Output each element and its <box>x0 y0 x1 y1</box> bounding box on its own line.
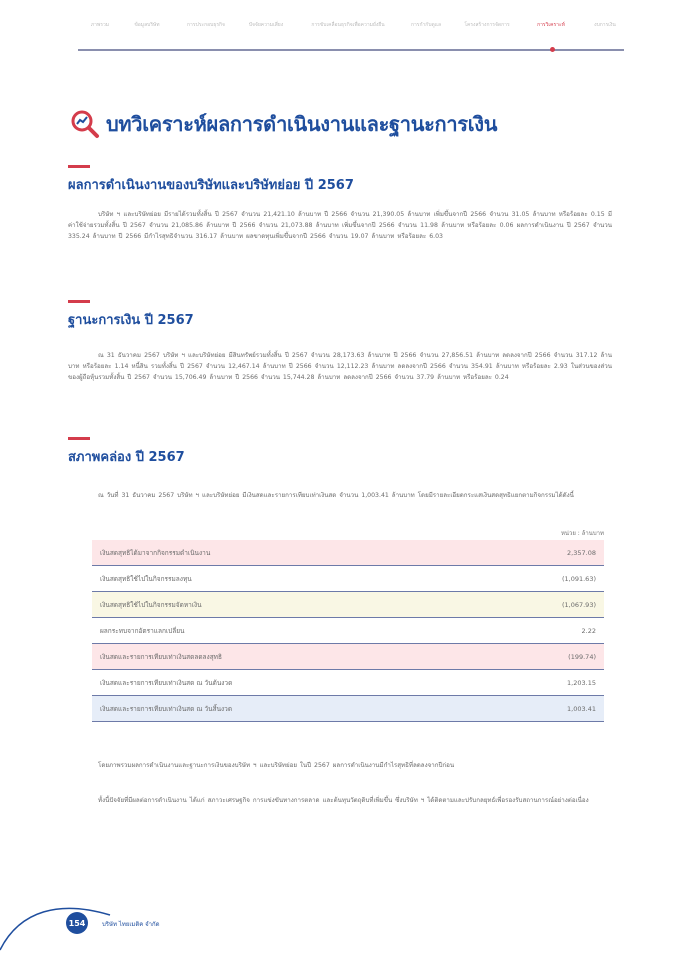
nav-item[interactable]: การกำกับดูแล <box>410 22 442 28</box>
nav-item[interactable]: การขับเคลื่อนธุรกิจเพื่อความยั่งยืน <box>311 22 385 28</box>
row-label: เงินสดและรายการเทียบเท่าเงินสด ณ วันต้นงวด <box>100 678 233 687</box>
page-title <box>70 108 497 140</box>
row-value: 2.22 <box>581 626 596 635</box>
section-heading-text: ผลการดำเนินงานของบริษัทและบริษัทย่อย ปี 2567 <box>68 178 354 193</box>
row-value: 2,357.08 <box>567 548 596 557</box>
nav-item[interactable]: ข้อมูลบริษัท <box>134 22 160 28</box>
section-heading-financial-position <box>68 300 194 330</box>
table-row <box>92 670 604 696</box>
nav-rule <box>78 49 624 51</box>
section-heading-liquidity <box>68 437 185 467</box>
closing-paragraph-2: ทั้งนี้ปัจจัยที่มีผลต่อการดำเนินงาน ได้แก่ สภาวะเศรษฐกิจ การแข่งขันทางการตลาด และต้นทุนวัตถุดิบที่เพิ่มขึ้น ซึ่งบริษัท ฯ ได้ติดตามและปรับกลยุทธ์เพื่อรองรับสถานการณ์อย่างต่อเนื่อง <box>98 797 589 804</box>
closing-paragraph-1: โดยภาพรวมผลการดำเนินงานและฐานะการเงินของบริษัท ฯ และบริษัทย่อย ในปี 2567 ผลการดำเนินงานมีกำไรสุทธิที่ลดลงจากปีก่อน <box>98 762 455 769</box>
magnifier-chart-icon <box>70 109 100 139</box>
page-number: 154 <box>66 912 88 934</box>
row-value: (199.74) <box>568 652 596 661</box>
heading-accent <box>68 165 90 168</box>
top-navigation <box>78 18 624 52</box>
nav-item[interactable]: งบการเงิน <box>594 22 616 28</box>
row-label: เงินสดสุทธิใช้ไปในกิจกรรมลงทุน <box>100 574 192 583</box>
cash-flow-table <box>92 540 604 722</box>
row-label: ผลกระทบจากอัตราแลกเปลี่ยน <box>100 626 185 635</box>
nav-item[interactable]: ปัจจัยความเสี่ยง <box>248 22 284 28</box>
row-value: (1,091.63) <box>561 574 596 583</box>
table-row <box>92 696 604 722</box>
row-label: เงินสดและรายการเทียบเท่าเงินสดลดลงสุทธิ <box>100 652 222 661</box>
nav-item-active[interactable]: การวิเคราะห์ <box>537 22 565 28</box>
nav-item[interactable]: ภาพรวม <box>90 22 110 28</box>
heading-accent <box>68 300 90 303</box>
table-row <box>92 618 604 644</box>
page-title-text: บทวิเคราะห์ผลการดำเนินงานและฐานะการเงิน <box>106 112 498 136</box>
row-value: 1,203.15 <box>567 678 596 687</box>
table-unit: หน่วย : ล้านบาท <box>560 530 604 537</box>
table-row <box>92 566 604 592</box>
table-row <box>92 540 604 566</box>
section-paragraph: ณ 31 ธันวาคม 2567 บริษัท ฯ และบริษัทย่อย มีสินทรัพย์รวมทั้งสิ้น ปี 2567 จำนวน 28,173.63 ล้านบาท ปี 2566 จำนวน 27,856.51 ล้านบาท ลดลงจากปี 2566 จำนวน 317.12 ล้านบาท หรือร้อยละ 1.14 หนี้สิน รวมทั้งสิ้น ปี 2567 จำนวน 12,467.14 ล้านบาท ปี 2566 จำนวน 12,112.23 ล้านบาท ลดลงจากปี 2566 จำนวน 354.91 ล้านบาท หรือร้อยละ 2.93 ในส่วนของส่วนของผู้ถือหุ้นรวมทั้งสิ้น ปี 2567 จำนวน 15,706.49 ล้านบาท ปี 2566 จำนวน 15,744.28 ล้านบาท ลดลงจากปี 2566 จำนวน 37.79 ล้านบาท หรือร้อยละ 0.24 <box>68 352 612 381</box>
section-paragraph: บริษัท ฯ และบริษัทย่อย มีรายได้รวมทั้งสิ้น ปี 2567 จำนวน 21,421.10 ล้านบาท ปี 2566 จำนวน 21,390.05 ล้านบาท เพิ่มขึ้นจากปี 2566 จำนวน 31.05 ล้านบาท หรือร้อยละ 0.15 มีค่าใช้จ่ายรวมทั้งสิ้น ปี 2567 จำนวน 21,085.86 ล้านบาท ปี 2566 จำนวน 21,073.88 ล้านบาท เพิ่มขึ้นจากปี 2566 จำนวน 11.98 ล้านบาท หรือร้อยละ 0.06 ผลการดำเนินงาน ปี 2567 จำนวน 335.24 ล้านบาท ปี 2566 มีกำไรสุทธิจำนวน 316.17 ล้านบาท ผลขาดทุนเพิ่มขึ้นจากปี 2566 จำนวน 19.07 ล้านบาท หรือร้อยละ 6.03 <box>68 211 612 240</box>
row-label: เงินสดและรายการเทียบเท่าเงินสด ณ วันสิ้นงวด <box>100 704 233 713</box>
heading-accent <box>68 437 90 440</box>
row-value: 1,003.41 <box>567 704 596 713</box>
table-row <box>92 644 604 670</box>
footer-company: บริษัท ไทยเมติค จำกัด <box>102 921 160 928</box>
section-heading-text: สภาพคล่อง ปี 2567 <box>68 450 185 465</box>
row-label: เงินสดสุทธิได้มาจากกิจกรรมดำเนินงาน <box>100 548 211 557</box>
section-heading-text: ฐานะการเงิน ปี 2567 <box>68 313 194 328</box>
nav-item[interactable]: โครงสร้างการจัดการ <box>464 22 510 28</box>
nav-active-marker <box>550 47 555 52</box>
table-row <box>92 592 604 618</box>
row-value: (1,067.93) <box>561 600 596 609</box>
section-heading-performance <box>68 165 354 195</box>
nav-item[interactable]: การประกอบธุรกิจ <box>187 22 225 28</box>
row-label: เงินสดสุทธิใช้ไปในกิจกรรมจัดหาเงิน <box>100 600 202 609</box>
section-paragraph: ณ วันที่ 31 ธันวาคม 2567 บริษัท ฯ และบริษัทย่อย มีเงินสดและรายการเทียบเท่าเงินสด จำนวน 1,003.41 ล้านบาท โดยมีรายละเอียดกระแสเงินสดสุทธิแยกตามกิจกรรมได้ดังนี้ <box>98 492 574 499</box>
